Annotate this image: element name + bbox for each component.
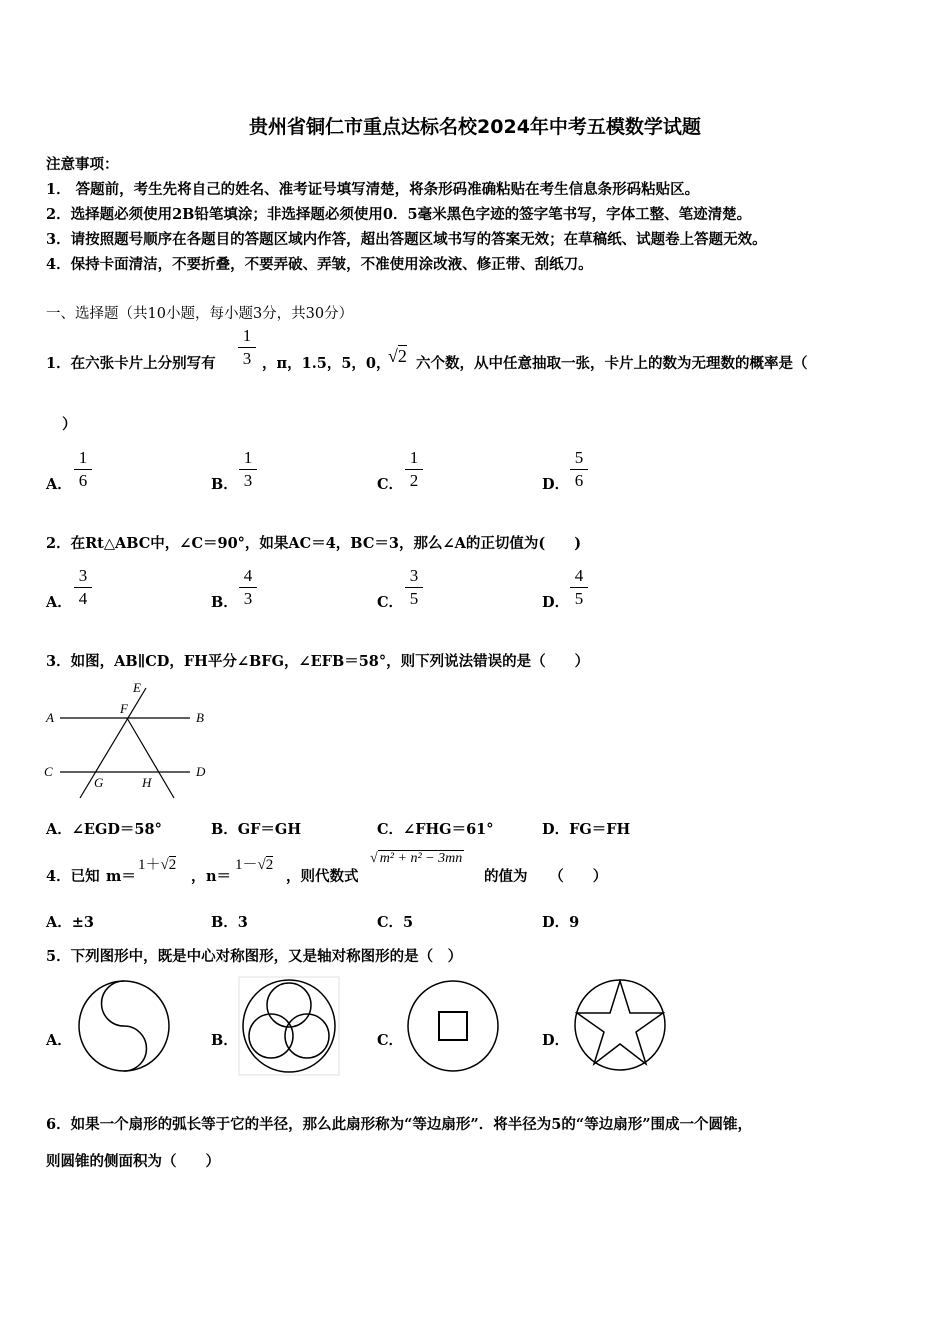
q4-m-label: m＝ xyxy=(106,868,136,885)
q6-text-line1: 6．如果一个扇形的弧长等于它的半径，那么此扇形称为“等边扇形”．将半径为5的“等边扇形”围成一个圆锥， xyxy=(46,1116,753,1133)
q4-option: C．5 xyxy=(377,914,414,931)
q3-option: A．∠EGD＝58° xyxy=(46,821,162,838)
q6-text-line2: 则圆锥的侧面积为（ ） xyxy=(46,1153,220,1170)
yin-yang-figure xyxy=(76,978,172,1074)
q2-option-label: A． xyxy=(46,594,72,611)
three-circles-figure xyxy=(238,976,340,1076)
line-ef xyxy=(80,688,146,798)
q1-option-fraction: 1 2 xyxy=(405,448,423,491)
q5-option-label: A． xyxy=(46,1032,72,1049)
q4-n-expr: 1－√2 xyxy=(235,857,274,873)
q1-fraction: 1 3 xyxy=(238,326,256,369)
q1-option-label: C． xyxy=(377,476,404,493)
note-item: 2．选择题必须使用2B铅笔填涂；非选择题必须使用0．5毫米黑色字迹的签字笔书写，字体工整、笔迹清楚。 xyxy=(46,206,752,223)
q1-option-fraction: 1 6 xyxy=(74,448,92,491)
q4-radical: √ m² + n² − 3mn xyxy=(370,851,463,866)
q1-option-label: D． xyxy=(542,476,570,493)
label-h: H xyxy=(142,775,152,790)
q2-option-fraction: 4 3 xyxy=(239,566,257,609)
q4-option: A．±3 xyxy=(46,914,94,931)
q4-n-label: n＝ xyxy=(206,868,232,885)
q1-option-fraction: 1 3 xyxy=(239,448,257,491)
q4-text-pre: 4．已知 xyxy=(46,868,100,885)
q5-text: 5．下列图形中，既是中心对称图形，又是轴对称图形的是（ ） xyxy=(46,948,463,965)
circle-square-figure xyxy=(405,978,501,1074)
q2-option-label: D． xyxy=(542,594,570,611)
q1-option-fraction: 5 6 xyxy=(570,448,588,491)
q2-option-fraction: 4 5 xyxy=(570,566,588,609)
note-item: 3．请按照题号顺序在各题目的答题区域内作答，超出答题区域书写的答案无效；在草稿纸、试题卷上答题无效。 xyxy=(46,231,767,248)
label-c: C xyxy=(44,764,53,779)
label-b: B xyxy=(196,710,204,725)
label-d: D xyxy=(196,764,206,779)
q4-text-post: 的值为 （ ） xyxy=(484,868,608,885)
q4-option: B．3 xyxy=(211,914,248,931)
q1-option-label: B． xyxy=(211,476,238,493)
notes-heading: 注意事项： xyxy=(46,156,119,173)
circle-star-figure xyxy=(572,976,668,1072)
q5-option-label: D． xyxy=(542,1032,570,1049)
q2-option-fraction: 3 4 xyxy=(74,566,92,609)
q1-close-paren: ） xyxy=(62,416,77,433)
q4-text-mid: ，则代数式 xyxy=(286,868,359,885)
q2-option-label: C． xyxy=(377,594,404,611)
page-title: 贵州省铜仁市重点达标名校2024年中考五模数学试题 xyxy=(249,116,701,138)
q5-option-label: C． xyxy=(377,1032,404,1049)
label-e: E xyxy=(133,680,141,695)
q3-text: 3．如图，AB∥CD，FH平分∠BFG，∠EFB＝58°，则下列说法错误的是（ ） xyxy=(46,653,590,670)
q3-option: C．∠FHG＝61° xyxy=(377,821,494,838)
q5-option-label: B． xyxy=(211,1032,238,1049)
label-g: G xyxy=(94,775,104,790)
q1-text-pre: 1．在六张卡片上分别写有 xyxy=(46,355,216,372)
label-a: A xyxy=(46,710,54,725)
q3-option: B．GF＝GH xyxy=(211,821,302,838)
q1-option-label: A． xyxy=(46,476,72,493)
q3-option: D．FG＝FH xyxy=(542,821,631,838)
q2-option-fraction: 3 5 xyxy=(405,566,423,609)
q4-option: D．9 xyxy=(542,914,580,931)
q3-figure xyxy=(40,678,215,803)
q4-m-expr: 1＋√2 xyxy=(138,857,177,873)
q1-text-mid: ，π，1.5，5，0， xyxy=(262,355,391,372)
section-heading: 一、选择题（共10小题，每小题3分，共30分） xyxy=(46,306,354,322)
q1-text-post: 六个数，从中任意抽取一张，卡片上的数为无理数的概率是（ xyxy=(416,355,808,372)
q4-sep: ， xyxy=(191,868,206,885)
q2-text: 2．在Rt△ABC中，∠C＝90°，如果AC＝4，BC＝3，那么∠A的正切值为( ) xyxy=(46,535,582,552)
note-item: 1． 答题前，考生先将自己的姓名、准考证号填写清楚，将条形码准确粘贴在考生信息条形码粘贴区。 xyxy=(46,181,700,198)
label-f: F xyxy=(120,701,128,716)
q2-option-label: B． xyxy=(211,594,238,611)
note-item: 4．保持卡面清洁，不要折叠，不要弄破、弄皱，不准使用涂改液、修正带、刮纸刀。 xyxy=(46,256,593,273)
q1-sqrt: √2 xyxy=(388,346,407,366)
